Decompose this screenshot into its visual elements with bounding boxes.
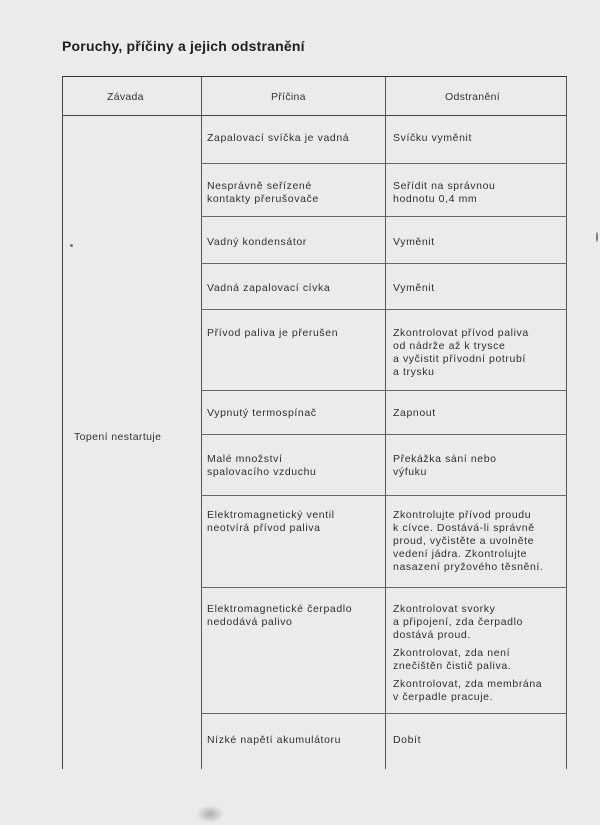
cause-cell: Vypnutý termospínač — [207, 407, 317, 419]
remedy-cell: Dobít — [393, 734, 422, 746]
row-separator — [201, 163, 567, 164]
row-separator — [201, 309, 567, 310]
fault-label: Topení nestartuje — [74, 431, 162, 443]
cause-cell: Nesprávně seřízené kontakty přerušovače — [207, 180, 319, 205]
header-cause: Příčina — [271, 91, 306, 103]
cause-cell: Vadná zapalovací cívka — [207, 282, 331, 294]
row-separator — [201, 587, 567, 588]
remedy-cell: Vyměnit — [393, 236, 435, 248]
remedy-cell: Vyměnit — [393, 282, 435, 294]
remedy-cell: Zapnout — [393, 407, 436, 419]
column-divider-right — [566, 77, 567, 769]
troubleshooting-table — [62, 76, 567, 769]
page-title: Poruchy, příčiny a jejich odstranění — [62, 38, 305, 54]
cause-cell: Vadný kondensátor — [207, 236, 307, 248]
scan-smudge — [196, 805, 224, 823]
cause-cell: Zapalovací svíčka je vadná — [207, 132, 350, 144]
row-separator — [201, 263, 567, 264]
header-fault: Závada — [107, 91, 144, 103]
row-separator — [201, 713, 567, 714]
cause-cell: Přívod paliva je přerušen — [207, 327, 339, 339]
cause-cell: Nízké napětí akumulátoru — [207, 734, 342, 746]
remedy-cell: Zkontrolovat svorky a připojení, zda čerpadlo dostává proud. Zkontrolovat, zda není znečištěn čistič paliva. Zkontrolovat, zda membrána v čerpadle pracuje. — [393, 603, 543, 703]
remedy-cell: Svíčku vyměnit — [393, 132, 473, 144]
remedy-cell: Zkontrolujte přívod proudu k cívce. Dostává-li správně proud, vyčistěte a uvolněte vedení jádra. Zkontrolujte nasazení pryžového těsnění. — [393, 509, 544, 573]
row-separator — [201, 216, 567, 217]
remedy-cell: Překážka sání nebo výfuku — [393, 453, 497, 478]
cause-cell: Malé množství spalovacího vzduchu — [207, 453, 317, 478]
column-divider-1 — [201, 77, 202, 769]
scan-speck — [70, 244, 73, 247]
column-divider-2 — [385, 77, 386, 769]
header-remedy: Odstranění — [445, 91, 500, 103]
cause-cell: Elektromagnetické čerpadlo nedodává palivo — [207, 603, 353, 628]
cause-cell: Elektromagnetický ventil neotvírá přívod paliva — [207, 509, 335, 534]
remedy-cell: Seřídit na správnou hodnotu 0,4 mm — [393, 180, 496, 205]
row-separator — [201, 434, 567, 435]
header-rule — [63, 115, 567, 116]
row-separator — [201, 390, 567, 391]
row-separator — [201, 495, 567, 496]
scan-speck — [596, 232, 598, 242]
remedy-cell: Zkontrolovat přívod paliva od nádrže až k trysce a vyčistit přívodní potrubí a trysku — [393, 327, 529, 378]
